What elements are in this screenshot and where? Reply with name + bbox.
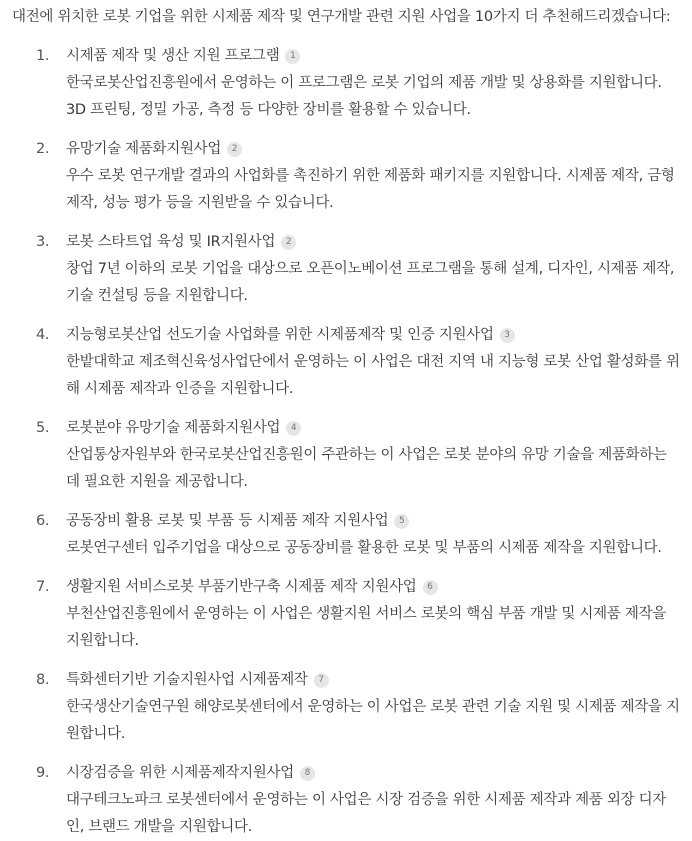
list-item	[36, 508, 682, 562]
list-item	[36, 667, 682, 748]
item-description: 우수 로봇 연구개발 결과의 사업화를 촉진하기 위한 제품화 패키지를 지원합니다. 시제품 제작, 금형 제작, 성능 평가 등을 지원받을 수 있습니다.	[66, 168, 675, 211]
item-title: 로봇 스타트업 육성 및 IR지원사업	[66, 234, 276, 250]
item-description: 한국생산기술연구원 해양로봇센터에서 운영하는 이 사업은 로봇 관련 기술 지원 및 시제품 제작을 지원합니다.	[66, 699, 680, 742]
intro-text: 대전에 위치한 로봇 기업을 위한 시제품 제작 및 연구개발 관련 지원 사업을 10가지 더 추천해드리겠습니다:	[12, 9, 671, 25]
item-number: 3.	[36, 234, 50, 250]
item-description: 한밭대학교 제조혁신육성사업단에서 운영하는 이 사업은 대전 지역 내 지능형 로봇 산업 활성화를 위해 시제품 제작과 인증을 지원합니다.	[66, 354, 680, 397]
item-title: 지능형로봇산업 선도기술 사업화를 위한 시제품제작 및 인증 지원사업	[66, 327, 494, 343]
item-number: 6.	[36, 513, 50, 529]
citation-badge[interactable]: 2	[281, 235, 296, 250]
citation-badge[interactable]: 3	[500, 328, 515, 343]
item-title: 생활지원 서비스로봇 부품기반구축 시제품 제작 지원사업	[66, 579, 417, 595]
citation-badge[interactable]: 7	[314, 673, 329, 688]
list-item	[36, 760, 682, 841]
item-title: 공동장비 활용 로봇 및 부품 등 시제품 제작 지원사업	[66, 513, 389, 529]
item-number: 1.	[36, 48, 50, 64]
item-description: 로봇연구센터 입주기업을 대상으로 공동장비를 활용한 로봇 및 부품의 시제품 제작을 지원합니다.	[66, 540, 662, 556]
program-list	[12, 43, 682, 841]
item-number: 7.	[36, 579, 50, 595]
item-number: 5.	[36, 420, 50, 436]
item-description: 산업통상자원부와 한국로봇산업진흥원이 주관하는 이 사업은 로봇 분야의 유망 기술을 제품화하는 데 필요한 지원을 제공합니다.	[66, 447, 667, 490]
list-item	[36, 415, 682, 496]
item-number: 8.	[36, 672, 50, 688]
list-item	[36, 229, 682, 310]
item-description: 대구테크노파크 로봇센터에서 운영하는 이 사업은 시장 검증을 위한 시제품 제작과 제품 외장 디자인, 브랜드 개발을 지원합니다.	[66, 792, 666, 835]
list-item	[36, 574, 682, 655]
list-item	[36, 43, 682, 124]
item-number: 2.	[36, 141, 50, 157]
list-item	[36, 322, 682, 403]
list-item	[36, 136, 682, 217]
item-description: 한국로봇산업진흥원에서 운영하는 이 프로그램은 로봇 기업의 제품 개발 및 상용화를 지원합니다. 3D 프린팅, 정밀 가공, 측정 등 다양한 장비를 활용할 수 있습니다.	[66, 75, 662, 118]
citation-badge[interactable]: 1	[285, 49, 300, 64]
citation-badge[interactable]: 2	[227, 142, 242, 157]
citation-badge[interactable]: 4	[286, 421, 301, 436]
citation-badge[interactable]: 8	[300, 766, 315, 781]
item-title: 시장검증을 위한 시제품제작지원사업	[66, 765, 294, 781]
item-title: 시제품 제작 및 생산 지원 프로그램	[66, 48, 280, 64]
item-number: 9.	[36, 765, 50, 781]
item-title: 유망기술 제품화지원사업	[66, 141, 222, 157]
item-title: 특화센터기반 기술지원사업 시제품제작	[66, 672, 308, 688]
item-title: 로봇분야 유망기술 제품화지원사업	[66, 420, 281, 436]
citation-badge[interactable]: 6	[423, 580, 438, 595]
item-description: 창업 7년 이하의 로봇 기업을 대상으로 오픈이노베이션 프로그램을 통해 설계, 디자인, 시제품 제작, 기술 컨설팅 등을 지원합니다.	[66, 261, 675, 304]
item-number: 4.	[36, 327, 50, 343]
citation-badge[interactable]: 5	[394, 514, 409, 529]
item-description: 부천산업진흥원에서 운영하는 이 사업은 생활지원 서비스 로봇의 핵심 부품 개발 및 시제품 제작을 지원합니다.	[66, 606, 666, 649]
